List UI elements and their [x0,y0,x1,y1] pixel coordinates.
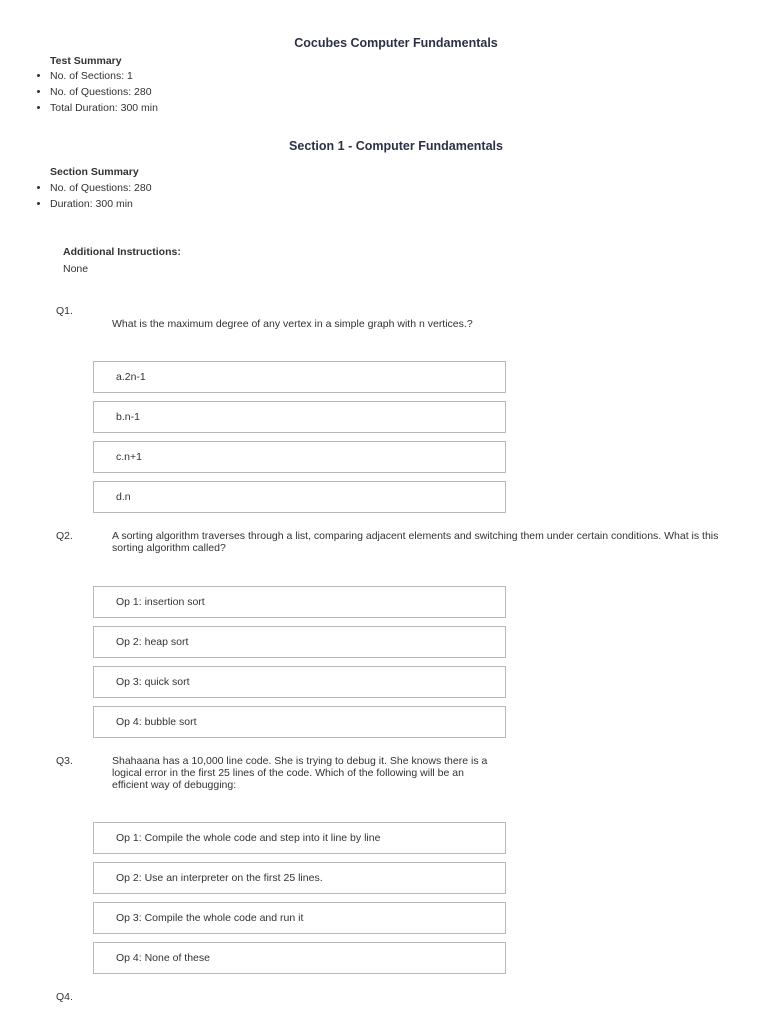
answer-option[interactable]: Op 1: insertion sort [93,586,506,618]
answer-option[interactable]: a.2n-1 [93,361,506,393]
section-summary-heading: Section Summary [50,166,139,178]
additional-instructions-value: None [63,263,89,275]
question-number: Q3. [56,755,73,767]
question-number: Q1. [56,305,73,317]
answer-option[interactable]: Op 1: Compile the whole code and step into it line by line [93,822,506,854]
test-summary-list [32,68,158,117]
test-summary-item: • Total Duration: 300 min [50,100,158,116]
answer-option[interactable]: Op 4: None of these [93,942,506,974]
additional-instructions-heading: Additional Instructions: [63,246,181,258]
answer-option[interactable]: Op 3: Compile the whole code and run it [93,902,506,934]
answer-option[interactable]: Op 2: heap sort [93,626,506,658]
answer-option[interactable]: Op 4: bubble sort [93,706,506,738]
section-summary-list [32,180,152,212]
section-summary-item: • Duration: 300 min [50,196,152,212]
question-text: Shahaana has a 10,000 line code. She is trying to debug it. She knows there is a logical error in the first 25 lines of the code. Which of the following will be an efficient way of debugging: [112,755,488,792]
question-number: Q2. [56,530,73,542]
test-summary-heading: Test Summary [50,55,122,67]
answer-option[interactable]: Op 3: quick sort [93,666,506,698]
question-text: What is the maximum degree of any vertex in a simple graph with n vertices.? [112,318,473,330]
answer-option[interactable]: d.n [93,481,506,513]
section-title: Section 1 - Computer Fundamentals [289,139,503,153]
question-text: A sorting algorithm traverses through a list, comparing adjacent elements and switching them under certain conditions. What is this sorting algorithm called? [112,530,719,555]
answer-option[interactable]: c.n+1 [93,441,506,473]
answer-option[interactable]: b.n-1 [93,401,506,433]
answer-option[interactable]: Op 2: Use an interpreter on the first 25 lines. [93,862,506,894]
section-summary-item: • No. of Questions: 280 [50,180,152,196]
document-title: Cocubes Computer Fundamentals [294,36,498,50]
test-summary-item: • No. of Sections: 1 [50,68,158,84]
test-summary-item: • No. of Questions: 280 [50,84,158,100]
question-number: Q4. [56,991,73,1003]
